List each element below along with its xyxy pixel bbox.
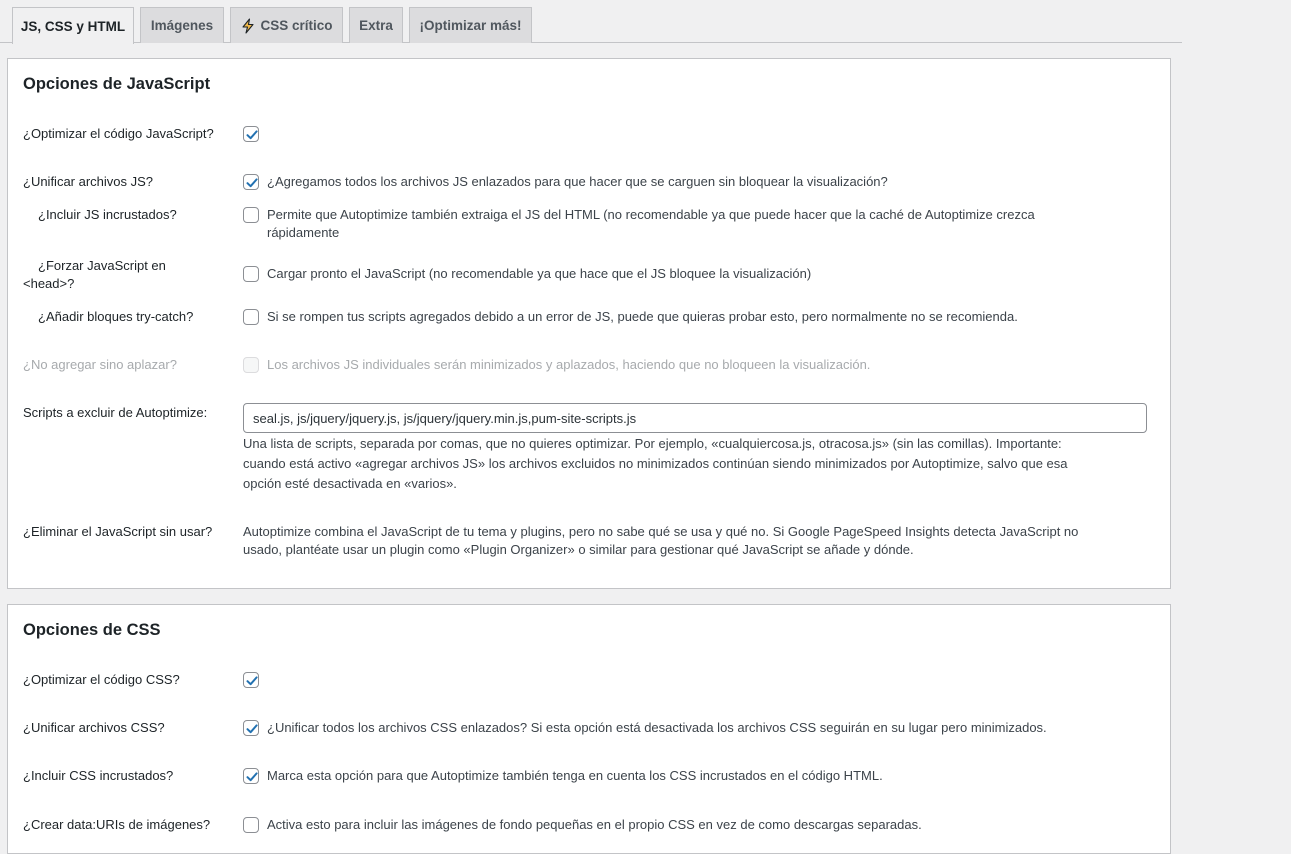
datauris-checkbox[interactable] xyxy=(243,817,259,833)
force-js-head-text: Cargar pronto el JavaScript (no recomendable ya que hace que el JS bloquee la visualización) xyxy=(267,266,812,281)
unused-js-desc-line2: usado, plantéate usar un plugin como «Plugin Organizer» o similar para gestionar qué JavaScript se añade y dónde. xyxy=(243,542,914,557)
exclude-scripts-label: Scripts a excluir de Autoptimize: xyxy=(23,405,208,420)
optimize-css-label: ¿Optimizar el código CSS? xyxy=(23,672,180,687)
optimize-css-checkbox[interactable] xyxy=(243,672,259,688)
try-catch-label: ¿Añadir bloques try-catch? xyxy=(38,309,194,324)
checkmark-icon xyxy=(244,769,260,785)
include-inline-js-text-line1: Permite que Autoptimize también extraiga el JS del HTML (no recomendable ya que puede hacer que la caché de Autoptimize crezca xyxy=(267,207,1035,222)
exclude-scripts-desc-line2: cuando está activo «agregar archivos JS» los archivos excluidos no minimizados continúan siendo minimizados por Autoptimize, salvo que esa xyxy=(243,456,1068,471)
aggregate-js-label: ¿Unificar archivos JS? xyxy=(23,174,154,189)
checkmark-icon xyxy=(244,721,260,737)
lightning-bolt-icon xyxy=(240,18,256,34)
tab-optimize-more[interactable] xyxy=(409,7,532,43)
tab-js-css-html[interactable] xyxy=(12,7,134,44)
defer-js-label: ¿No agregar sino aplazar? xyxy=(23,357,177,372)
tab-images[interactable] xyxy=(140,7,224,43)
tab-label: Imágenes xyxy=(150,18,214,33)
force-js-head-label-line1: ¿Forzar JavaScript en xyxy=(38,258,166,273)
defer-js-text: Los archivos JS individuales serán minimizados y aplazados, haciendo que no bloqueen la visualización. xyxy=(267,357,871,372)
datauris-text: Activa esto para incluir las imágenes de fondo pequeñas en el propio CSS en vez de como descargas separadas. xyxy=(267,817,922,832)
optimize-js-checkbox[interactable] xyxy=(243,126,259,142)
include-inline-js-label: ¿Incluir JS incrustados? xyxy=(38,207,177,222)
aggregate-css-text: ¿Unificar todos los archivos CSS enlazados? Si esta opción está desactivada los archivos CSS seguirán en su lugar pero minimizados. xyxy=(267,720,1047,735)
defer-js-checkbox xyxy=(243,357,259,373)
checkmark-icon xyxy=(244,673,260,689)
tab-critical-css[interactable] xyxy=(230,7,343,43)
aggregate-js-text: ¿Agregamos todos los archivos JS enlazados para que hacer que se carguen sin bloquear la visualización? xyxy=(267,174,888,189)
aggregate-js-checkbox[interactable] xyxy=(243,174,259,190)
js-options-panel xyxy=(7,58,1171,589)
include-inline-js-checkbox[interactable] xyxy=(243,207,259,223)
try-catch-checkbox[interactable] xyxy=(243,309,259,325)
datauris-label: ¿Crear data:URIs de imágenes? xyxy=(23,817,211,832)
try-catch-text: Si se rompen tus scripts agregados debido a un error de JS, puede que quieras probar esto, pero normalmente no se recomienda. xyxy=(267,309,1018,324)
tab-label: CSS crítico xyxy=(260,18,333,33)
include-inline-css-label: ¿Incluir CSS incrustados? xyxy=(23,768,174,783)
exclude-scripts-desc-line3: opción esté desactivada en «varios». xyxy=(243,476,457,491)
force-js-head-label-line2: <head>? xyxy=(23,276,75,291)
exclude-scripts-desc-line1: Una lista de scripts, separada por comas, que no quieres optimizar. Por ejemplo, «cualquiercosa.js, otracosa.js» (sin las comillas). Importante: xyxy=(243,436,1062,451)
css-options-title: Opciones de CSS xyxy=(23,621,161,639)
force-js-head-checkbox[interactable] xyxy=(243,266,259,282)
js-options-title: Opciones de JavaScript xyxy=(23,75,211,93)
tab-extra[interactable] xyxy=(349,7,403,43)
tab-label: Extra xyxy=(359,18,393,33)
include-inline-css-checkbox[interactable] xyxy=(243,768,259,784)
exclude-scripts-input[interactable] xyxy=(243,403,1147,433)
checkmark-icon xyxy=(244,127,260,143)
aggregate-css-checkbox[interactable] xyxy=(243,720,259,736)
checkmark-icon xyxy=(244,175,260,191)
optimize-js-label: ¿Optimizar el código JavaScript? xyxy=(23,126,214,141)
tab-label: JS, CSS y HTML xyxy=(20,18,126,34)
include-inline-js-text-line2: rápidamente xyxy=(267,225,340,240)
unused-js-label: ¿Eliminar el JavaScript sin usar? xyxy=(23,524,213,539)
aggregate-css-label: ¿Unificar archivos CSS? xyxy=(23,720,165,735)
include-inline-css-text: Marca esta opción para que Autoptimize también tenga en cuenta los CSS incrustados en el código HTML. xyxy=(267,768,883,783)
unused-js-desc-line1: Autoptimize combina el JavaScript de tu tema y plugins, pero no sabe qué se usa y qué no. Si Google PageSpeed Insights detecta JavaScript no xyxy=(243,524,1079,539)
tab-label: ¡Optimizar más! xyxy=(419,18,522,33)
css-options-panel xyxy=(7,604,1171,854)
settings-tabs xyxy=(0,0,1182,43)
